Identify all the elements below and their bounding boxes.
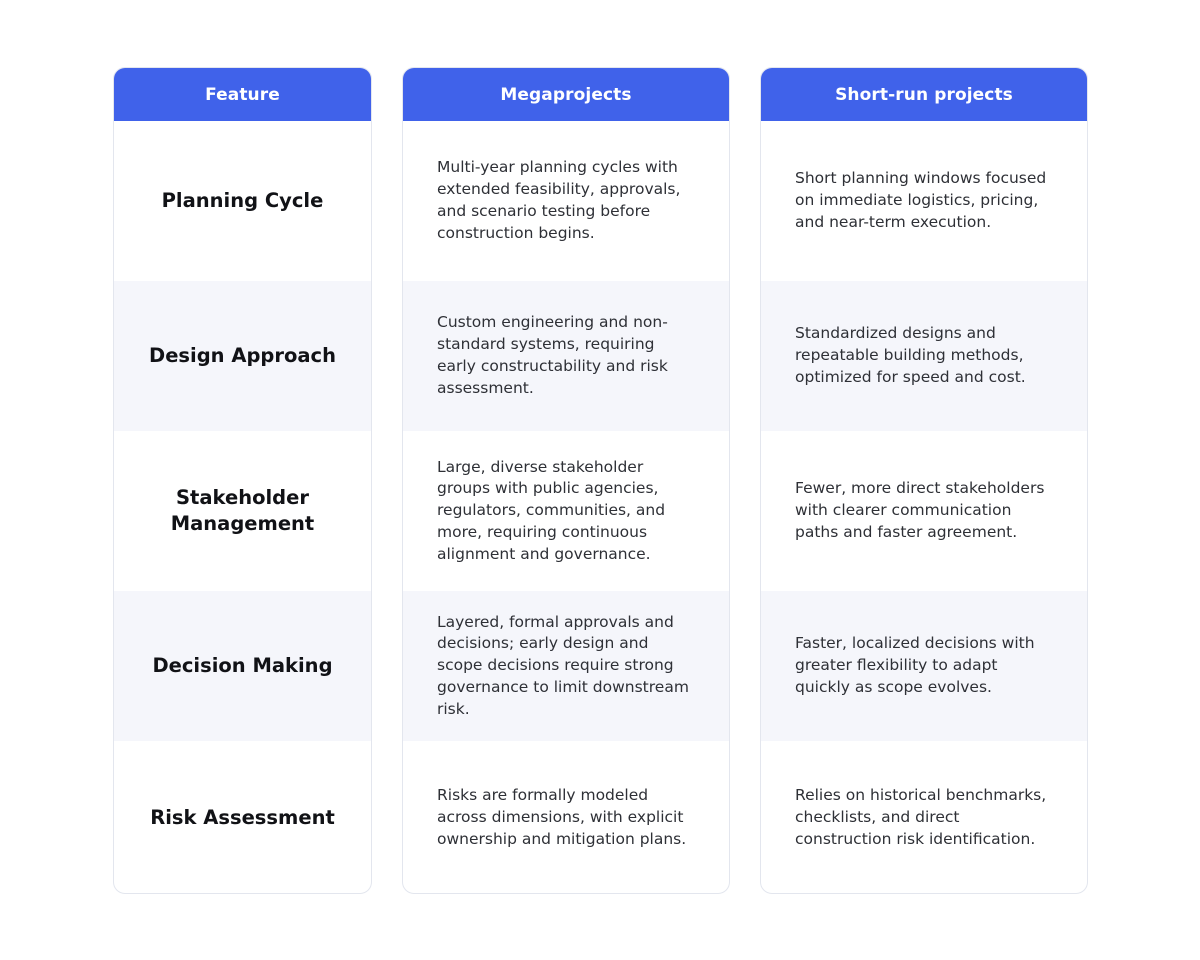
megaprojects-cell-decision-making: Layered, formal approvals and decisions; early design and scope decisions require strong governance to limit downstream risk. [403,591,729,741]
feature-column [113,67,372,894]
megaprojects-cell-risk-assessment: Risks are formally modeled across dimensions, with explicit ownership and mitigation plans. [437,786,687,848]
short-run-cell-planning-cycle: Short planning windows focused on immediate logistics, pricing, and near-term execution. [795,169,1047,231]
feature-column-header: Feature [114,68,371,121]
feature-cell-stakeholder-management: Stakeholder Management [170,486,315,535]
short-run-cell-risk-assessment: Relies on historical benchmarks, checklists, and direct construction risk identification. [795,786,1047,848]
short-run-cell-decision-making: Faster, localized decisions with greater flexibility to adapt quickly as scope evolves. [761,591,1087,741]
megaprojects-cell-stakeholder-management: Large, diverse stakeholder groups with public agencies, regulators, communities, and more, requiring continuous alignment and governance. [437,457,666,563]
short-run-cell-design-approach: Standardized designs and repeatable building methods, optimized for speed and cost. [761,281,1087,431]
megaprojects-column-header: Megaprojects [403,68,729,121]
short-run-column [760,67,1088,894]
short-run-column-header: Short-run projects [761,68,1087,121]
feature-cell-design-approach: Design Approach [114,281,371,431]
short-run-cell-stakeholder-management: Fewer, more direct stakeholders with clearer communication paths and faster agreement. [795,479,1045,541]
feature-cell-risk-assessment: Risk Assessment [150,806,335,829]
feature-cell-planning-cycle: Planning Cycle [161,189,324,212]
megaprojects-column [402,67,730,894]
feature-cell-decision-making: Decision Making [114,591,371,741]
megaprojects-cell-design-approach: Custom engineering and non-standard systems, requiring early constructability and risk assessment. [403,281,729,431]
megaprojects-cell-planning-cycle: Multi-year planning cycles with extended feasibility, approvals, and scenario testing before construction begins. [437,158,681,242]
